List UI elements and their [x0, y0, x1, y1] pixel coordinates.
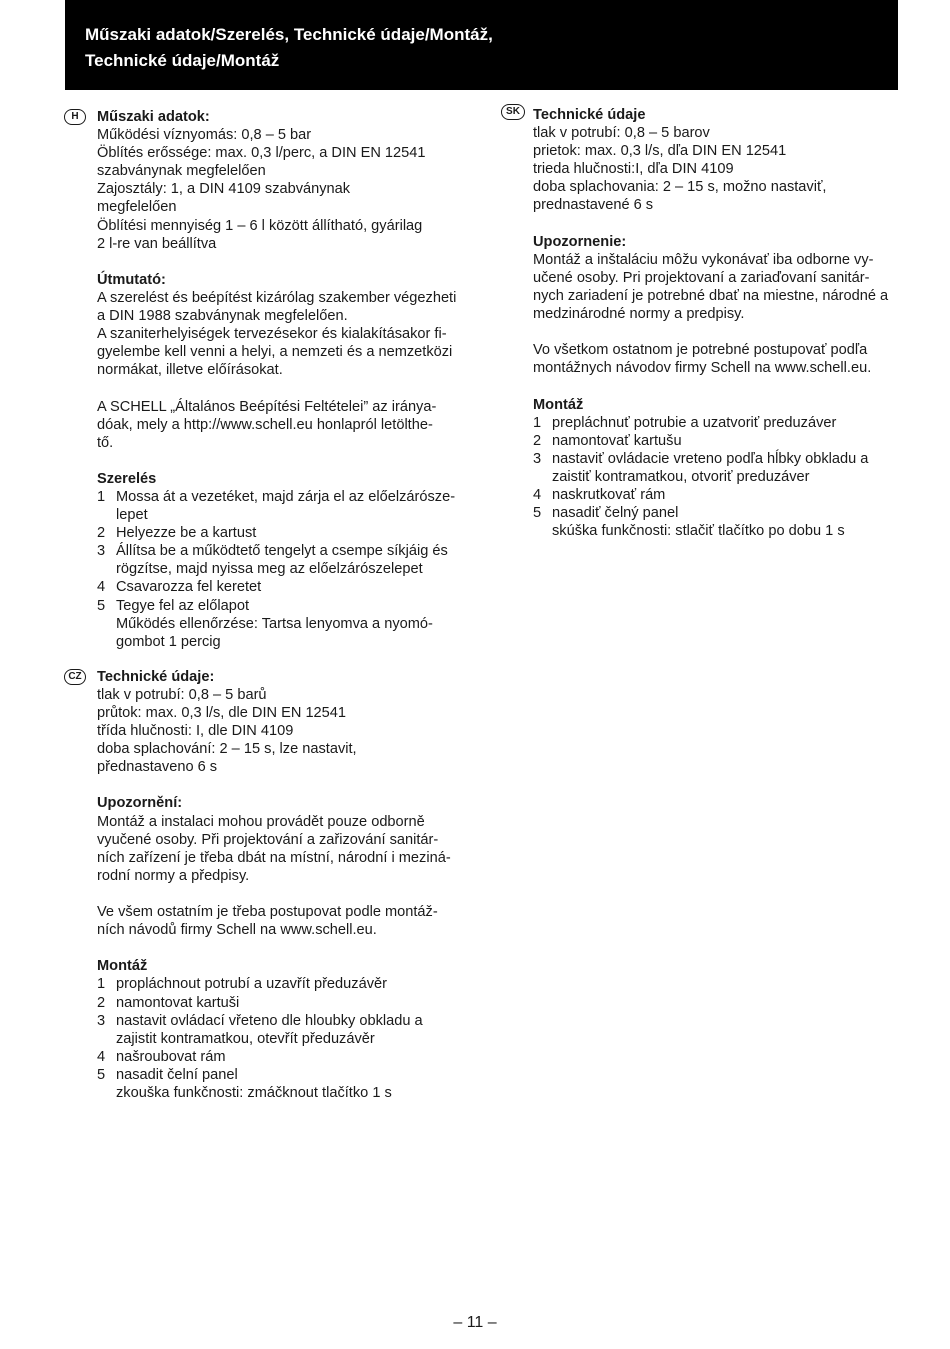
- text-line: Öblítési mennyiség 1 – 6 l között állítható, gyárilag: [97, 217, 423, 234]
- list-item: [97, 542, 477, 578]
- cz-note-title: Upozornění:: [97, 795, 183, 812]
- text-line: normákat, illetve előírásokat.: [97, 362, 283, 379]
- language-badge-cz: CZ: [64, 669, 86, 685]
- step-number: 3: [533, 450, 542, 467]
- cz-note: [97, 813, 477, 885]
- text-line: nych zariadení je potrebné dbať na miestne, národné a: [533, 287, 889, 304]
- step-text: namontovať kartušu: [552, 432, 682, 449]
- list-item: [533, 450, 913, 486]
- step-text: propláchnout potrubí a uzavřít předuzávěr: [116, 976, 387, 993]
- list-item: [97, 1066, 477, 1084]
- list-item: [533, 486, 913, 504]
- step-number: 4: [533, 486, 542, 503]
- hu-specs: [97, 126, 477, 253]
- section-cz: [68, 668, 477, 1102]
- hu-title: Műszaki adatok:: [97, 109, 210, 125]
- list-item: [97, 597, 477, 615]
- step-text: Tegye fel az előlapot: [116, 597, 250, 614]
- step-text: nasadiť čelný panel: [552, 505, 679, 522]
- sk-function-check: [533, 522, 913, 540]
- list-item: [533, 414, 913, 432]
- step-text: nasadit čelní panel: [116, 1066, 238, 1083]
- section-hu: [71, 108, 477, 651]
- text-line: ních návodů firmy Schell na www.schell.eu.: [97, 922, 377, 939]
- text-line: učené osoby. Pri projektovaní a zariaďovaní sanitár-: [533, 269, 870, 286]
- list-item: [97, 1048, 477, 1066]
- list-item: [533, 504, 913, 522]
- step-text: naskrutkovať rám: [552, 486, 666, 503]
- sk-schell-info: [533, 341, 913, 377]
- text-line: Montáž a inštaláciu môžu vykonávať iba odborne vy-: [533, 251, 874, 268]
- text-line: prednastavené 6 s: [533, 197, 654, 214]
- language-badge-hu: H: [64, 109, 86, 125]
- text-line: ních zařízení je třeba dbát na místní, národní i meziná-: [97, 849, 451, 866]
- step-number: 1: [533, 414, 542, 431]
- list-item: [97, 578, 477, 596]
- text-line: prietok: max. 0,3 l/s, dľa DIN EN 12541: [533, 143, 787, 160]
- step-number: 3: [97, 1012, 106, 1029]
- step-text: rögzítse, majd nyissa meg az előelzárószelepet: [116, 561, 423, 578]
- sk-title: Technické údaje: [533, 107, 646, 123]
- cz-title: Technické údaje:: [97, 668, 215, 685]
- text-line: medzinárodné normy a predpisy.: [533, 306, 745, 323]
- cz-specs: [97, 686, 477, 776]
- step-text: zajistit kontramatkou, otevřít předuzávěr: [116, 1030, 375, 1047]
- text-line: megfelelően: [97, 199, 177, 216]
- step-text: Mossa át a vezetéket, majd zárja el az előelzárósze-: [116, 488, 456, 505]
- text-line: Vo všetkom ostatnom je potrebné postupovať podľa: [533, 342, 868, 359]
- step-number: 2: [97, 525, 106, 542]
- check-text: skúška funkčnosti: stlačiť tlačítko po dobu 1 s: [552, 523, 845, 540]
- cz-steps: [97, 975, 477, 1084]
- step-text: nastaviť ovládacie vreteno podľa hĺbky obkladu a: [552, 450, 869, 467]
- sk-specs: [533, 124, 913, 214]
- text-line: Ve všem ostatním je třeba postupovat podle montáž-: [97, 904, 438, 921]
- list-item: [97, 1012, 477, 1048]
- step-number: 1: [97, 488, 106, 505]
- step-text: Helyezze be a kartust: [116, 525, 257, 542]
- page-header: [65, 0, 898, 90]
- step-number: 5: [97, 597, 106, 614]
- text-line: doba splachovania: 2 – 15 s, možno nastaviť,: [533, 179, 827, 196]
- list-item: [97, 994, 477, 1012]
- text-line: a DIN 1988 szabványnak megfelelően.: [97, 308, 348, 325]
- hu-steps: [97, 488, 477, 615]
- left-column: [68, 108, 477, 1102]
- hu-assembly-title: Szerelés: [97, 470, 157, 487]
- text-line: vyučené osoby. Při projektování a zařizování sanitár-: [97, 831, 439, 848]
- list-item: [97, 488, 477, 524]
- text-line: doba splachování: 2 – 15 s, lze nastavit,: [97, 741, 357, 758]
- hu-function-check: [97, 615, 477, 651]
- step-number: 2: [533, 432, 542, 449]
- step-text: prepláchnuť potrubie a uzatvoriť preduzáver: [552, 414, 837, 431]
- hu-note: [97, 289, 477, 379]
- sk-note: [533, 251, 913, 323]
- text-line: tlak v potrubí: 0,8 – 5 barů: [97, 686, 267, 703]
- text-line: Zajosztály: 1, a DIN 4109 szabványnak: [97, 181, 351, 198]
- hu-note-title: Útmutató:: [97, 271, 166, 288]
- step-number: 5: [533, 505, 542, 522]
- step-text: našroubovat rám: [116, 1048, 226, 1065]
- language-badge-sk: SK: [501, 104, 525, 120]
- text-line: gyelembe kell venni a helyi, a nemzeti és a nemzetközi: [97, 344, 453, 361]
- step-number: 5: [97, 1066, 106, 1083]
- step-number: 4: [97, 1048, 106, 1065]
- header-title-line-1: Műszaki adatok/Szerelés, Technické údaje/Montáž,: [85, 25, 493, 44]
- cz-function-check: [97, 1084, 477, 1102]
- list-item: [97, 524, 477, 542]
- step-text: Csavarozza fel keretet: [116, 579, 262, 596]
- header-title-line-2: Technické údaje/Montáž: [85, 51, 280, 70]
- step-text: nastavit ovládací vřeteno dle hloubky obkladu a: [116, 1012, 423, 1029]
- text-line: přednastaveno 6 s: [97, 759, 218, 776]
- text-line: Öblítés erőssége: max. 0,3 l/perc, a DIN EN 12541: [97, 145, 426, 162]
- text-line: tlak v potrubí: 0,8 – 5 barov: [533, 125, 710, 142]
- check-text: Működés ellenőrzése: Tartsa lenyomva a nyomó-: [116, 615, 433, 632]
- step-number: 3: [97, 543, 106, 560]
- list-item: [533, 432, 913, 450]
- list-item: [97, 975, 477, 993]
- text-line: A szaniterhelyiségek tervezésekor és kialakításakor fi-: [97, 326, 447, 343]
- step-text: Állítsa be a működtető tengelyt a csempe síkjáig és: [116, 543, 448, 560]
- step-number: 2: [97, 994, 106, 1011]
- text-line: 2 l-re van beállítva: [97, 235, 217, 252]
- sk-steps: [533, 414, 913, 523]
- cz-assembly-title: Montáž: [97, 958, 148, 975]
- cz-schell-info: [97, 903, 477, 939]
- text-line: dóak, mely a http://www.schell.eu honlapról letölthe-: [97, 416, 433, 433]
- text-line: szabványnak megfelelően: [97, 163, 266, 180]
- hu-schell-info: [97, 398, 477, 452]
- step-text: zaistiť kontramatkou, otvoriť preduzáver: [552, 468, 810, 485]
- text-line: trieda hlučnosti:I, dľa DIN 4109: [533, 161, 734, 178]
- text-line: Montáž a instalaci mohou provádět pouze odborně: [97, 813, 425, 830]
- step-number: 1: [97, 976, 106, 993]
- check-text: gombot 1 percig: [116, 633, 221, 650]
- text-line: Működési víznyomás: 0,8 – 5 bar: [97, 127, 312, 144]
- text-line: průtok: max. 0,3 l/s, dle DIN EN 12541: [97, 705, 347, 721]
- text-line: montážnych návodov firmy Schell na www.schell.eu.: [533, 360, 872, 377]
- text-line: tő.: [97, 434, 114, 451]
- text-line: třída hlučnosti: I, dle DIN 4109: [97, 723, 294, 740]
- step-text: lepet: [116, 507, 148, 524]
- check-text: zkouška funkčnosti: zmáčknout tlačítko 1 s: [116, 1084, 392, 1101]
- step-text: namontovat kartuši: [116, 994, 240, 1011]
- sk-assembly-title: Montáž: [533, 396, 584, 413]
- right-column: [506, 106, 913, 540]
- page-number: – 11 –: [453, 1314, 497, 1331]
- sk-note-title: Upozornenie:: [533, 233, 627, 250]
- section-sk: [506, 106, 913, 540]
- text-line: rodní normy a předpisy.: [97, 867, 250, 884]
- text-line: A SCHELL „Általános Beépítési Feltételei” az iránya-: [97, 398, 437, 415]
- text-line: A szerelést és beépítést kizárólag szakember végezheti: [97, 289, 457, 306]
- step-number: 4: [97, 579, 106, 596]
